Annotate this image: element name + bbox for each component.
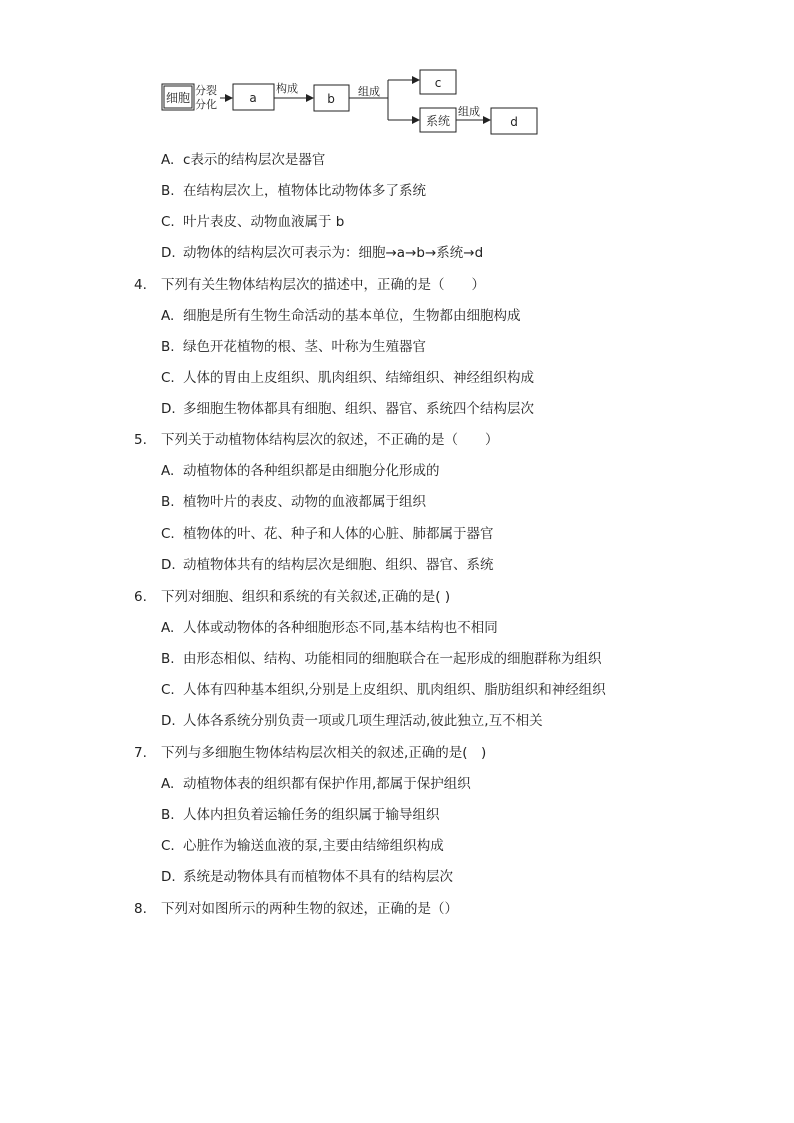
question-4-stem	[134, 276, 485, 294]
option-letter: D.	[161, 401, 176, 417]
question-number: 8.	[134, 901, 147, 917]
option-text: 叶片表皮、动物血液属于 b	[183, 214, 345, 230]
option-letter: D.	[161, 557, 176, 573]
question-5-stem	[134, 431, 499, 449]
question-text: 下列对细胞、组织和系统的有关叙述,正确的是( )	[161, 589, 451, 605]
q7-option-c	[161, 837, 444, 855]
q3-option-c	[161, 213, 344, 231]
edge-compose3-label: 组成	[458, 105, 480, 118]
question-number: 5.	[134, 432, 147, 448]
q6-option-d	[161, 712, 543, 730]
node-a	[233, 84, 274, 110]
option-text: 人体或动物体的各种细胞形态不同,基本结构也不相同	[183, 620, 498, 636]
option-letter: D.	[161, 713, 176, 729]
option-text: 在结构层次上，植物体比动物体多了系统	[183, 183, 426, 199]
q6-option-b	[161, 650, 602, 668]
edge-differentiate-label: 分化	[195, 98, 217, 111]
option-text: 植物体的叶、花、种子和人体的心脏、肺都属于器官	[183, 526, 494, 542]
option-letter: C.	[161, 682, 175, 698]
option-letter: C.	[161, 838, 175, 854]
option-text: 动植物体的各种组织都是由细胞分化形成的	[183, 463, 440, 479]
option-text: 多细胞生物体都具有细胞、组织、器官、系统四个结构层次	[183, 401, 534, 417]
option-letter: D.	[161, 869, 176, 885]
question-8-stem	[134, 900, 458, 918]
q5-option-c	[161, 525, 494, 543]
question-text: 下列关于动植物体结构层次的叙述，不正确的是（ ）	[161, 432, 499, 448]
option-letter: A.	[161, 308, 175, 324]
option-letter: A.	[161, 620, 175, 636]
option-text: 植物叶片的表皮、动物的血液都属于组织	[183, 494, 426, 510]
option-letter: C.	[161, 370, 175, 386]
q4-option-d	[161, 400, 534, 418]
option-text: 由形态相似、结构、功能相同的细胞联合在一起形成的细胞群称为组织	[183, 651, 602, 667]
option-text: 系统是动物体具有而植物体不具有的结构层次	[183, 869, 453, 885]
option-text: 细胞是所有生物生命活动的基本单位，生物都由细胞构成	[183, 308, 521, 324]
q3-option-b	[161, 182, 426, 200]
q6-option-c	[161, 681, 606, 699]
option-text: 动植物体表的组织都有保护作用,都属于保护组织	[183, 776, 471, 792]
node-system-label: 系统	[425, 114, 451, 128]
option-text: c表示的结构层次是器官	[183, 152, 326, 168]
q3-option-a	[161, 151, 325, 169]
node-b-label: b	[327, 92, 335, 106]
question-number: 6.	[134, 589, 147, 605]
q4-option-b	[161, 338, 426, 356]
q7-option-b	[161, 806, 440, 824]
q5-option-a	[161, 462, 440, 480]
node-d	[491, 108, 537, 134]
node-c	[420, 70, 456, 94]
q7-option-a	[161, 775, 471, 793]
edge-compose2-label: 组成	[358, 85, 380, 98]
option-letter: C.	[161, 214, 175, 230]
option-text: 人体有四种基本组织,分别是上皮组织、肌肉组织、脂肪组织和神经组织	[183, 682, 606, 698]
q4-option-c	[161, 369, 534, 387]
node-cell-label: 细胞	[165, 91, 191, 105]
question-text: 下列与多细胞生物体结构层次相关的叙述,正确的是( )	[161, 745, 487, 761]
option-letter: B.	[161, 183, 175, 199]
question-text: 下列对如图所示的两种生物的叙述，正确的是（）	[161, 901, 458, 917]
q7-option-d	[161, 868, 453, 886]
question-number: 4.	[134, 277, 147, 293]
question-6-stem	[134, 588, 450, 606]
node-c-label: c	[434, 76, 442, 90]
node-b	[314, 85, 349, 111]
option-text: 人体各系统分别负责一项或几项生理活动,彼此独立,互不相关	[183, 713, 543, 729]
edge-divide-label: 分裂	[195, 84, 217, 97]
option-text: 心脏作为输送血液的泵,主要由结缔组织构成	[183, 838, 444, 854]
option-letter: B.	[161, 339, 175, 355]
option-letter: A.	[161, 776, 175, 792]
option-letter: B.	[161, 494, 175, 510]
option-letter: C.	[161, 526, 175, 542]
edge-compose1-label: 构成	[276, 82, 298, 95]
option-text: 人体内担负着运输任务的组织属于输导组织	[183, 807, 440, 823]
question-text: 下列有关生物体结构层次的描述中，正确的是（ ）	[161, 277, 485, 293]
option-text: 动植物体共有的结构层次是细胞、组织、器官、系统	[183, 557, 494, 573]
q5-option-d	[161, 556, 494, 574]
q6-option-a	[161, 619, 498, 637]
question-7-stem	[134, 744, 486, 762]
option-text: 绿色开花植物的根、茎、叶称为生殖器官	[183, 339, 426, 355]
option-letter: B.	[161, 651, 175, 667]
question-number: 7.	[134, 745, 147, 761]
node-cell	[162, 84, 194, 110]
q4-option-a	[161, 307, 521, 325]
q5-option-b	[161, 493, 426, 511]
structure-level-diagram	[160, 66, 560, 138]
node-d-label: d	[510, 115, 518, 129]
option-text: 动物体的结构层次可表示为：细胞→a→b→系统→d	[183, 245, 484, 261]
option-letter: A.	[161, 152, 175, 168]
node-a-label: a	[249, 91, 257, 105]
q3-option-d	[161, 244, 483, 262]
option-letter: A.	[161, 463, 175, 479]
option-letter: D.	[161, 245, 176, 261]
node-system	[420, 108, 456, 132]
option-letter: B.	[161, 807, 175, 823]
option-text: 人体的胃由上皮组织、肌肉组织、结缔组织、神经组织构成	[183, 370, 534, 386]
